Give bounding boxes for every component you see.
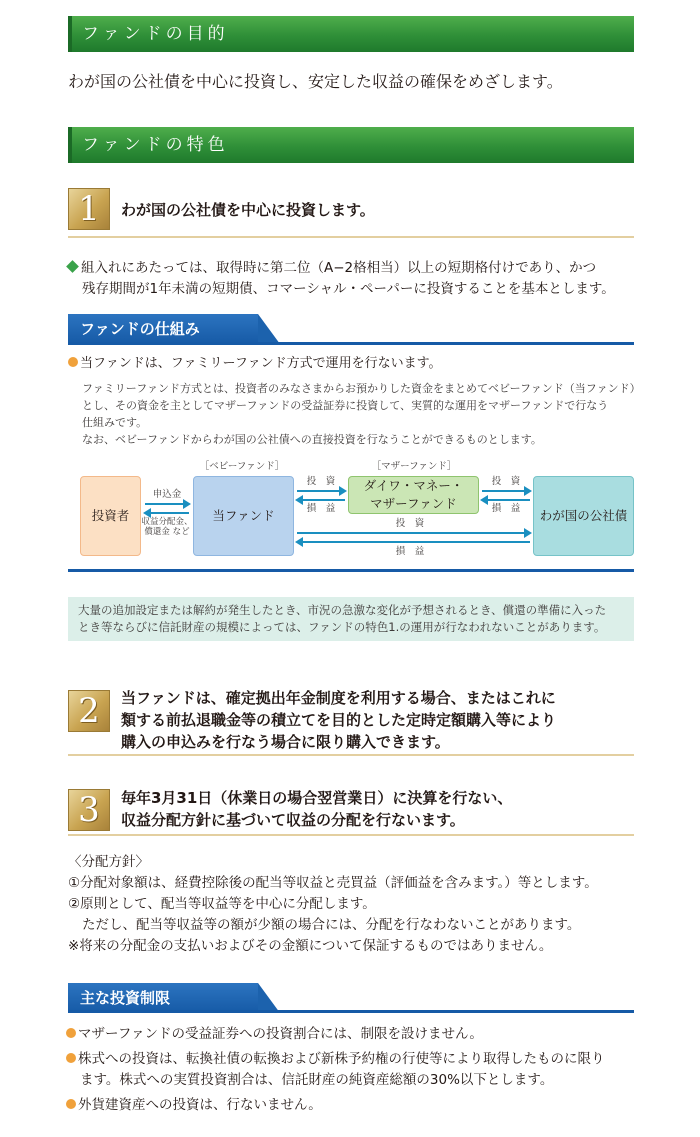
profit-label-3: 損 益	[395, 546, 425, 557]
profit-label-1: 損 益	[306, 503, 336, 514]
feature1-bullet-line2: 残存期間が1年未満の短期債、コマーシャル・ペーパーに投資することを基本とします。	[82, 281, 615, 297]
restriction-item-2-line2: ます。株式への実質投資割合は、信託財産の純資産総額の30%以下とします。	[80, 1072, 554, 1088]
feature-number-3: 3	[68, 789, 110, 831]
feature3-line2: 収益分配方針に基づいて収益の分配を行ないます。	[121, 811, 465, 829]
this-fund-box	[193, 476, 294, 556]
feature2-text	[121, 687, 556, 753]
feature-number-1: 1	[68, 188, 110, 230]
note-line2: とき等ならびに信託財産の規模によっては、ファンドの特色1.の運用が行なわれないことがあります。	[78, 620, 606, 634]
note-box	[68, 597, 634, 641]
profit-arrow-1	[297, 499, 345, 501]
structure-bullet	[68, 354, 442, 374]
investor-box	[80, 476, 141, 556]
mother-fund-label: ［マザーファンド］	[371, 461, 457, 472]
distribution-line1: 収益分配金、	[141, 517, 193, 527]
purpose-title: ファンドの目的	[82, 24, 229, 44]
structure-description	[82, 380, 642, 448]
policy-item-1: ①分配対象額は、経費控除後の配当等収益と売買益（評価益を含みます。）等とします。	[68, 875, 598, 891]
mother-fund-line2: マザーファンド	[370, 496, 457, 511]
feature1-rule	[68, 236, 634, 238]
invest-arrow-1	[297, 490, 345, 492]
feature3-rule	[68, 834, 634, 836]
purpose-text: わが国の公社債を中心に投資し、安定した収益の確保をめざします。	[68, 72, 563, 91]
feature2-line1: 当ファンドは、確定拠出年金制度を利用する場合、またはこれに	[121, 689, 556, 707]
section-bar-purpose	[68, 16, 634, 52]
restrictions-list	[66, 1024, 646, 1116]
mother-fund-box	[348, 476, 479, 514]
feature2-rule	[68, 754, 634, 756]
orange-bullet-icon	[66, 1028, 76, 1038]
restriction-item-1-text: マザーファンドの受益証券への投資割合には、制限を設けません。	[78, 1026, 483, 1042]
policy-title: 〈分配方針〉	[68, 854, 149, 870]
feature1-heading: わが国の公社債を中心に投資します。	[121, 201, 375, 219]
structure-rule	[68, 342, 634, 345]
structure-bullet-text: 当ファンドは、ファミリーファンド方式で運用を行ないます。	[80, 356, 442, 371]
orange-bullet-icon	[68, 357, 78, 367]
feature2-line3: 購入の申込みを行なう場合に限り購入できます。	[121, 733, 450, 751]
bonds-label: わが国の公社債	[539, 508, 628, 523]
distribution-policy	[68, 852, 648, 957]
invest-label-1: 投 資	[306, 476, 336, 487]
note-line1: 大量の追加設定または解約が発生したとき、市況の急激な変化が予想されるとき、償還の準備に入った	[78, 603, 607, 617]
profit-label-2: 損 益	[491, 503, 521, 514]
invest-label-3: 投 資	[395, 518, 425, 529]
structure-desc-line3: 仕組みです。	[82, 416, 148, 429]
application-arrow	[145, 503, 189, 505]
distribution-label	[141, 517, 193, 537]
structure-desc-line1: ファミリーファンド方式とは、投資者のみなさまからお預かりした資金をまとめてベビーファンド（当ファンド）	[82, 382, 641, 395]
investor-label: 投資者	[91, 508, 130, 523]
policy-item-2: ②原則として、配当等収益等を中心に分配します。	[68, 896, 376, 912]
features-title: ファンドの特色	[82, 135, 229, 155]
restrictions-title: 主な投資制限	[80, 989, 171, 1007]
invest-arrow-2	[482, 490, 530, 492]
invest-arrow-3	[297, 532, 530, 534]
baby-fund-label: ［ベビーファンド］	[199, 461, 285, 472]
feature3-line1: 毎年3月31日（休業日の場合翌営業日）に決算を行ない、	[121, 789, 513, 807]
restriction-item-2	[66, 1049, 646, 1070]
profit-arrow-2	[482, 499, 530, 501]
feature1-bullet-line1: 組入れにあたっては、取得時に第二位（A−2格相当）以上の短期格付けであり、かつ	[81, 260, 597, 276]
restriction-item-3	[66, 1095, 646, 1116]
bonds-box	[533, 476, 634, 556]
structure-bottom-rule	[68, 569, 634, 572]
policy-note: ※将来の分配金の支払いおよびその金額について保証するものではありません。	[68, 938, 553, 954]
distribution-line2: 償還金 など	[144, 527, 190, 537]
restriction-item-3-text: 外貨建資産への投資は、行ないません。	[78, 1097, 322, 1113]
application-label: 申込金	[152, 489, 182, 500]
restrictions-tab	[68, 983, 258, 1013]
orange-bullet-icon	[66, 1053, 76, 1063]
diamond-bullet-icon	[66, 260, 79, 273]
restriction-item-1	[66, 1024, 646, 1045]
feature1-bullet	[66, 258, 646, 300]
feature-number-2: 2	[68, 690, 110, 732]
invest-label-2: 投 資	[491, 476, 521, 487]
feature3-text	[121, 787, 512, 831]
restrictions-rule	[68, 1010, 634, 1013]
policy-item-2b: ただし、配当等収益等の額が少額の場合には、分配を行なわないことがあります。	[82, 917, 581, 933]
restriction-item-2-line1: 株式への投資は、転換社債の転換および新株予約権の行使等により取得したものに限り	[78, 1051, 605, 1067]
structure-title: ファンドの仕組み	[80, 320, 200, 338]
structure-desc-line4: なお、ベビーファンドからわが国の公社債への直接投資を行なうことができるものとします。	[82, 433, 542, 446]
feature2-line2: 類する前払退職金等の積立てを目的とした定時定額購入等により	[121, 711, 557, 729]
section-bar-features	[68, 127, 634, 163]
structure-desc-line2: とし、その資金を主としてマザーファンドの受益証券に投資して、実質的な運用をマザーファンドで行なう	[82, 399, 609, 412]
structure-tab	[68, 314, 258, 344]
mother-fund-line1: ダイワ・マネー・	[363, 478, 464, 493]
orange-bullet-icon	[66, 1099, 76, 1109]
distribution-arrow	[145, 512, 189, 514]
profit-arrow-3	[297, 541, 530, 543]
this-fund-label: 当ファンド	[212, 508, 275, 523]
